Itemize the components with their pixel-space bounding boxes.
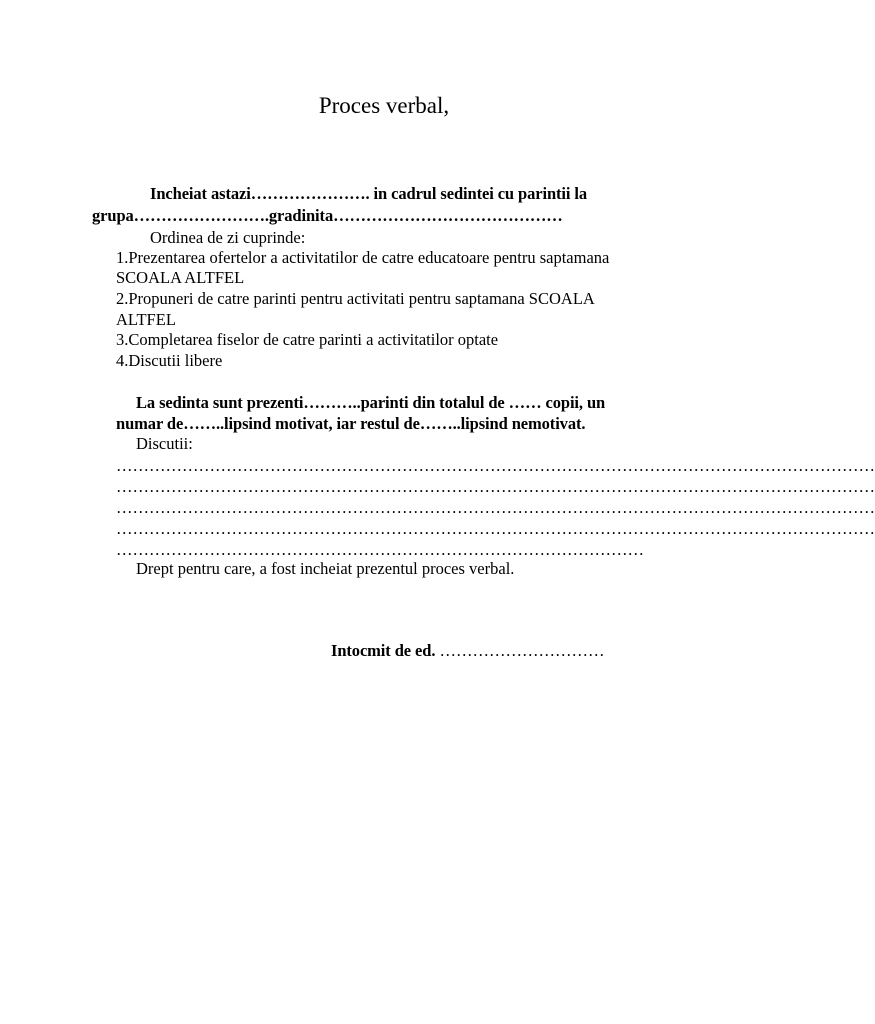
discussion-line-last: …………………………………………………………………………………… [116,540,644,559]
discussion-line: ………………………………………………………………………………………………………………………… [116,519,875,538]
agenda-item-2: 2.Propuneri de catre parinti pentru activitati pentru saptamana SCOALA [116,289,595,308]
discussions-label: Discutii: [136,434,193,453]
discussion-line: ………………………………………………………………………………………………………………………… [116,456,875,475]
attendance-line-1: La sedinta sunt prezenti………..parinti din totalul de …… copii, un [136,393,606,412]
agenda-item-3: 3.Completarea fiselor de catre parinti a activitatilor optate [116,330,499,349]
agenda-item-1-cont: SCOALA ALTFEL [116,268,245,287]
agenda-heading: Ordinea de zi cuprinde: [150,228,306,247]
attendance-line-2: numar de……..lipsind motivat, iar restul de……..lipsind nemotivat. [116,414,586,433]
agenda-item-4: 4.Discutii libere [116,351,223,370]
signature-line [331,641,605,661]
intro-line-2: grupa…………………….gradinita…………………………………… [92,206,563,225]
signature-label: Intocmit de ed. [331,641,436,660]
signature-dots: ………………………… [439,641,605,660]
closing-statement: Drept pentru care, a fost incheiat prezentul proces verbal. [136,559,515,578]
intro-line-1: Incheiat astazi…………………. in cadrul sedintei cu parintii la [150,184,588,203]
discussion-line: ………………………………………………………………………………………………………………………… [116,477,875,496]
agenda-item-2-cont: ALTFEL [116,310,176,329]
agenda-item-1: 1.Prezentarea ofertelor a activitatilor de catre educatoare pentru saptamana [116,248,610,267]
discussion-line: ………………………………………………………………………………………………………………………… [116,498,875,517]
page-title: Proces verbal, [318,93,450,118]
